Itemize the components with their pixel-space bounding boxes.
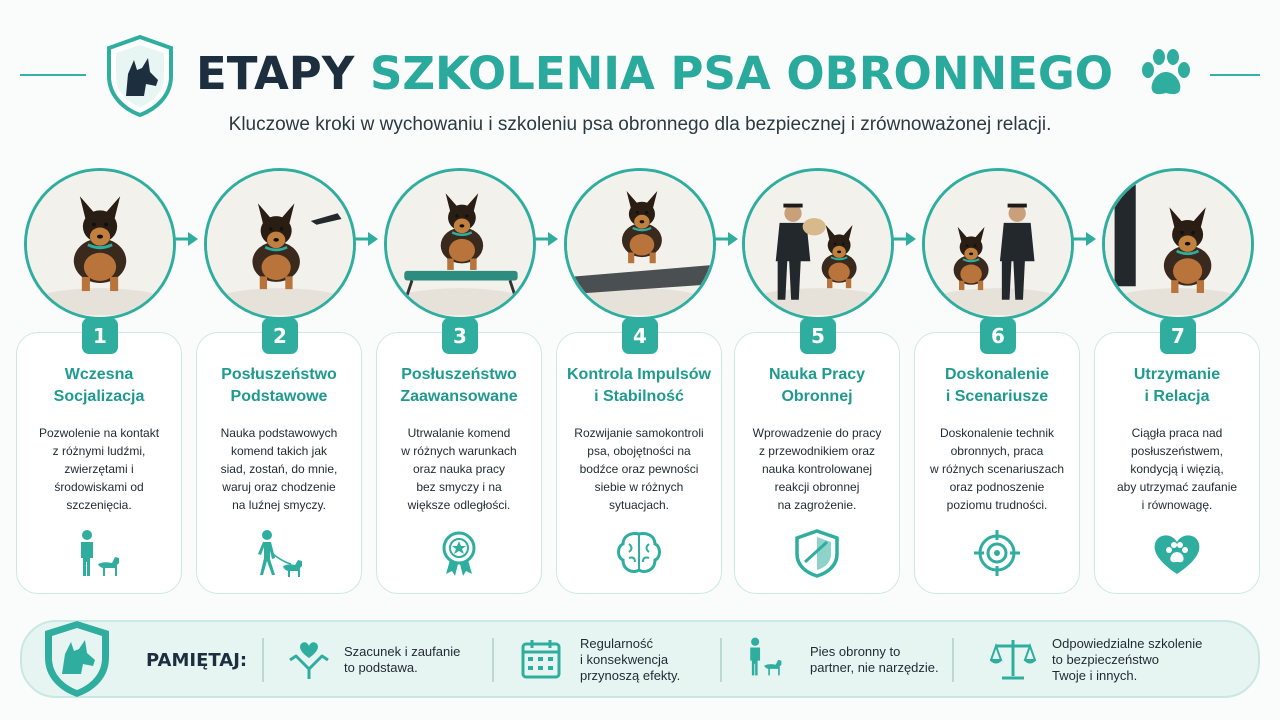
person-with-dog-icon — [742, 636, 788, 682]
reminder-text-line: Regularność — [580, 636, 653, 651]
reminder-text — [580, 636, 680, 684]
step-title-line: Wczesna — [64, 366, 134, 383]
reminder-separator — [492, 638, 494, 682]
step-title-line: i Stabilność — [594, 388, 684, 405]
step-description-line: Wprowadzenie do pracy — [752, 426, 882, 440]
step-description-line: bodźce oraz pewności — [579, 462, 699, 476]
step-title — [376, 364, 542, 408]
scales-icon — [990, 636, 1036, 682]
header-divider-left — [20, 74, 86, 76]
reminder-text-line: Szacunek i zaufanie — [344, 644, 461, 659]
step-title-line: i Relacja — [1144, 388, 1210, 405]
step-title — [914, 364, 1080, 408]
title-part-2: SZKOLENIA PSA OBRONNEGO — [370, 47, 1114, 100]
reminder-text-line: Twoje i innych. — [1052, 668, 1138, 683]
reminder-label: PAMIĘTAJ: — [146, 650, 248, 671]
step-description-line: oraz podnoszenie — [949, 480, 1045, 494]
reminder-text-line: Odpowiedzialne szkolenie — [1052, 636, 1203, 651]
step-description-line: na zagrożenie. — [777, 498, 857, 512]
step-illustration — [384, 168, 536, 320]
step-title-line: Kontrola Impulsów — [567, 366, 711, 383]
step-description-line: siad, zostań, do mnie, — [220, 462, 338, 476]
step-title-line: Obronnej — [781, 388, 853, 405]
reminder-text-line: to bezpieczeństwo — [1052, 652, 1159, 667]
step-description-line: kondycją i więzią, — [1130, 462, 1224, 476]
person-with-dog-icon — [71, 528, 127, 578]
step-description-line: reakcji obronnej — [774, 480, 860, 494]
step-description — [26, 424, 172, 514]
step-5 — [734, 162, 904, 602]
reminder-text-line: i konsekwencja — [580, 652, 669, 667]
step-description-line: nauka kontrolowanej — [761, 462, 873, 476]
page-subtitle: Kluczowe kroki w wychowaniu i szkoleniu psa obronnego dla bezpiecznej i zrównoważonej relacji. — [228, 114, 1052, 135]
reminder-separator — [720, 638, 722, 682]
brain-icon — [611, 528, 667, 578]
step-description-line: środowiskami od — [54, 480, 144, 494]
step-number-badge: 1 — [82, 318, 118, 354]
step-description — [924, 424, 1070, 514]
step-description-line: w różnych scenariuszach — [929, 462, 1065, 476]
step-illustration — [922, 168, 1074, 320]
step-description — [206, 424, 352, 514]
step-number-badge: 5 — [800, 318, 836, 354]
walking-with-dog-icon — [251, 528, 307, 578]
step-description-line: z różnymi ludźmi, — [52, 444, 146, 458]
step-2 — [196, 162, 366, 602]
calendar-icon — [518, 636, 564, 682]
step-description-line: na luźnej smyczy. — [232, 498, 326, 512]
step-description-line: zwierzętami i — [64, 462, 134, 476]
step-title-line: Socjalizacja — [53, 388, 145, 405]
step-description-line: Pozwolenie na kontakt — [38, 426, 160, 440]
step-title-line: Utrzymanie — [1133, 366, 1221, 383]
step-title-line: Zaawansowane — [400, 388, 518, 405]
shield-dog-logo-icon — [104, 34, 176, 118]
step-4 — [556, 162, 726, 602]
target-icon — [969, 528, 1025, 578]
reminder-text-line: przynoszą efekty. — [580, 668, 681, 683]
step-description-line: i równowagę. — [1141, 498, 1213, 512]
step-title-line: Doskonalenie — [944, 366, 1050, 383]
step-description-line: większe odległości. — [407, 498, 511, 512]
step-description — [744, 424, 890, 514]
step-illustration — [1102, 168, 1254, 320]
step-description-line: szczenięcia. — [66, 498, 132, 512]
step-description-line: aby utrzymać zaufanie — [1116, 480, 1238, 494]
step-1 — [16, 162, 186, 602]
step-number-badge: 7 — [1160, 318, 1196, 354]
step-description — [1104, 424, 1250, 514]
step-number-badge: 3 — [442, 318, 478, 354]
step-description — [386, 424, 532, 514]
step-title-line: i Scenariusze — [945, 388, 1049, 405]
reminder-text — [1052, 636, 1202, 684]
step-description-line: z przewodnikiem oraz — [758, 444, 876, 458]
step-description-line: bez smyczy i na — [416, 480, 502, 494]
step-description — [566, 424, 712, 514]
paw-icon — [1138, 48, 1194, 100]
step-title-line: Posłuszeństwo — [401, 366, 517, 383]
step-description-line: sytuacjach. — [608, 498, 670, 512]
step-description-line: posłuszeństwem, — [1130, 444, 1224, 458]
step-illustration — [742, 168, 894, 320]
step-illustration — [204, 168, 356, 320]
reminder-text-line: Pies obronny to — [810, 644, 901, 659]
step-description-line: waruj oraz chodzenie — [222, 480, 336, 494]
step-title — [1094, 364, 1260, 408]
heart-paw-icon — [1149, 528, 1205, 578]
step-illustration — [564, 168, 716, 320]
header-divider-right — [1210, 74, 1260, 76]
step-description-line: obronnych, praca — [950, 444, 1044, 458]
shield-icon — [789, 528, 845, 578]
step-number-badge: 4 — [622, 318, 658, 354]
step-description-line: Nauka podstawowych — [220, 426, 338, 440]
step-description-line: psa, obojętności na — [587, 444, 691, 458]
reminder-separator — [952, 638, 954, 682]
title-part-1: ETAPY — [196, 47, 355, 100]
step-description-line: siebie w różnych — [594, 480, 684, 494]
step-number-badge: 2 — [262, 318, 298, 354]
step-description-line: Ciągła praca nad — [1131, 426, 1223, 440]
hands-heart-icon — [286, 636, 332, 682]
reminder-text-line: partner, nie narzędzie. — [810, 660, 939, 675]
step-description-line: Doskonalenie technik — [939, 426, 1055, 440]
step-7 — [1094, 162, 1264, 602]
header — [0, 0, 1280, 150]
step-title — [16, 364, 182, 408]
reminder-separator — [262, 638, 264, 682]
step-title — [196, 364, 362, 408]
reminder-text — [344, 644, 460, 676]
step-description-line: w różnych warunkach — [401, 444, 517, 458]
step-title — [734, 364, 900, 408]
step-3 — [376, 162, 546, 602]
step-description-line: Rozwijanie samokontroli — [574, 426, 704, 440]
shield-dog-badge-icon — [40, 618, 114, 700]
step-illustration — [24, 168, 176, 320]
page-title — [196, 46, 1136, 102]
step-description-line: Utrwalanie komend — [407, 426, 511, 440]
step-description-line: oraz nauka pracy — [412, 462, 506, 476]
step-description-line: poziomu trudności. — [946, 498, 1048, 512]
step-description-line: komend takich jak — [230, 444, 328, 458]
step-title — [556, 364, 722, 408]
step-number-badge: 6 — [980, 318, 1016, 354]
award-ribbon-icon — [431, 528, 487, 578]
reminder-text — [810, 644, 939, 676]
step-title-line: Posłuszeństwo — [221, 366, 337, 383]
step-title-line: Nauka Pracy — [768, 366, 866, 383]
reminder-text-line: to podstawa. — [344, 660, 418, 675]
step-6 — [914, 162, 1084, 602]
step-title-line: Podstawowe — [230, 388, 328, 405]
